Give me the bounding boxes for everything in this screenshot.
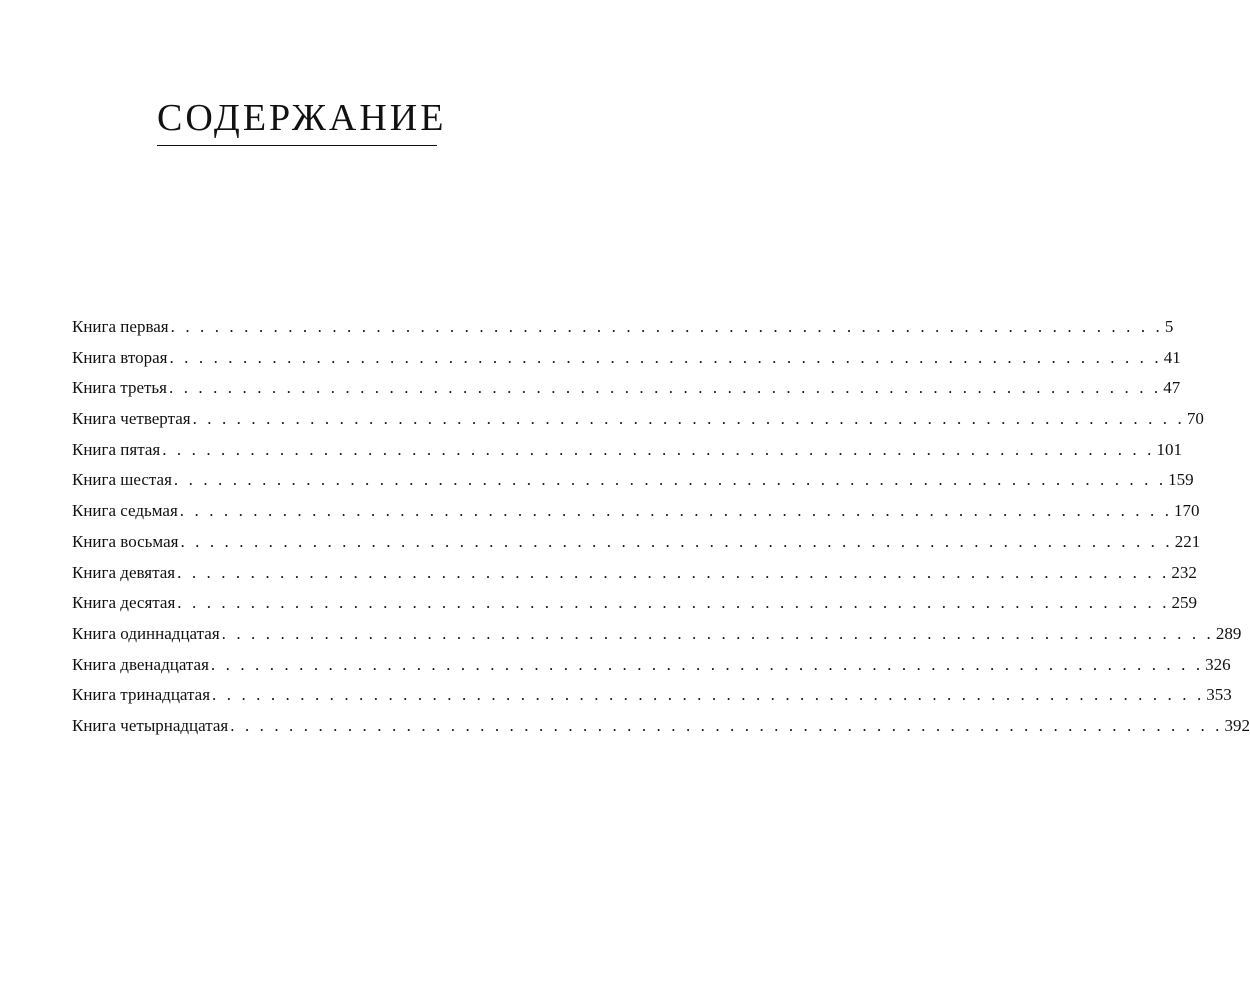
dot-leader: . . . . . . . . . . . . . . . . . . . . . . . . . . . . . . . . . . . . . . . . . . . . . . . . . . . . . . . . . . . . . . . . . . . . bbox=[170, 317, 1163, 336]
dot-leader: . . . . . . . . . . . . . . . . . . . . . . . . . . . . . . . . . . . . . . . . . . . . . . . . . . . . . . . . . . . . . . . . . . . . bbox=[173, 470, 1167, 490]
toc-entry-label: Книга девятая bbox=[72, 562, 176, 582]
toc-entry-page: 259 bbox=[1171, 593, 1198, 613]
toc-entry-4[interactable] bbox=[72, 404, 1204, 435]
dot-leader: . . . . . . . . . . . . . . . . . . . . . . . . . . . . . . . . . . . . . . . . . . . . . . . . . . . . . . . . . . . . . . . . . . . . bbox=[230, 715, 1223, 735]
toc-entry-11[interactable] bbox=[72, 619, 1242, 650]
title-underline bbox=[157, 145, 437, 146]
dot-leader: . . . . . . . . . . . . . . . . . . . . . . . . . . . . . . . . . . . . . . . . . . . . . . . . . . . . . . . . . . . . . . . . . . . . bbox=[169, 347, 1162, 367]
dot-leader: . . . . . . . . . . . . . . . . . . . . . . . . . . . . . . . . . . . . . . . . . . . . . . . . . . . . . . . . . . . . . . . . . . . . bbox=[177, 593, 1170, 613]
toc-entry-page: 326 bbox=[1205, 654, 1231, 674]
toc-entry-page: 221 bbox=[1174, 531, 1201, 551]
toc-entry-label: Книга первая bbox=[72, 317, 169, 336]
toc-entry-6[interactable] bbox=[72, 465, 1194, 496]
dot-leader: . . . . . . . . . . . . . . . . . . . . . . . . . . . . . . . . . . . . . . . . . . . . . . . . . . . . . . . . . . . . . . . . . . . . bbox=[162, 439, 1155, 459]
toc-entry-3[interactable] bbox=[72, 373, 1181, 404]
toc-entry-8[interactable] bbox=[72, 527, 1201, 558]
toc-entry-page: 41 bbox=[1163, 347, 1181, 367]
toc-entry-page: 289 bbox=[1215, 623, 1242, 643]
toc-entry-label: Книга третья bbox=[72, 378, 167, 398]
heading-block bbox=[157, 96, 447, 146]
toc-entry-label: Книга десятая bbox=[72, 593, 176, 613]
toc-entry-label: Книга тринадцатая bbox=[72, 685, 211, 705]
dot-leader: . . . . . . . . . . . . . . . . . . . . . . . . . . . . . . . . . . . . . . . . . . . . . . . . . . . . . . . . . . . . . . . . . . . . bbox=[221, 623, 1214, 643]
toc-entry-label: Книга шестая bbox=[72, 470, 172, 490]
toc-entry-5[interactable] bbox=[72, 435, 1182, 466]
toc-entry-2[interactable] bbox=[72, 343, 1181, 374]
toc-entry-13[interactable] bbox=[72, 680, 1232, 711]
toc-entry-page: 392 bbox=[1224, 715, 1250, 735]
page-title: СОДЕРЖАНИЕ bbox=[157, 97, 447, 139]
dot-leader: . . . . . . . . . . . . . . . . . . . . . . . . . . . . . . . . . . . . . . . . . . . . . . . . . . . . . . . . . . . . . . . . . . . . bbox=[180, 531, 1173, 551]
toc-entry-label: Книга четвертая bbox=[72, 409, 191, 429]
toc-entry-page: 47 bbox=[1163, 378, 1181, 398]
dot-leader: . . . . . . . . . . . . . . . . . . . . . . . . . . . . . . . . . . . . . . . . . . . . . . . . . . . . . . . . . . . . . . . . . . . . bbox=[210, 654, 1204, 674]
dot-leader: . . . . . . . . . . . . . . . . . . . . . . . . . . . . . . . . . . . . . . . . . . . . . . . . . . . . . . . . . . . . . . . . . . . . bbox=[169, 378, 1162, 398]
toc-entry-10[interactable] bbox=[72, 588, 1198, 619]
toc-entry-page: 5 bbox=[1164, 317, 1174, 336]
toc-entry-page: 70 bbox=[1186, 409, 1204, 429]
dot-leader: . . . . . . . . . . . . . . . . . . . . . . . . . . . . . . . . . . . . . . . . . . . . . . . . . . . . . . . . . . . . . . . . . . . . bbox=[192, 409, 1185, 429]
toc-entry-label: Книга седьмая bbox=[72, 501, 178, 521]
toc-entry-page: 353 bbox=[1206, 685, 1232, 705]
toc-entry-page: 159 bbox=[1168, 470, 1194, 490]
toc-entry-label: Книга пятая bbox=[72, 439, 161, 459]
toc-entry-7[interactable] bbox=[72, 496, 1200, 527]
toc-entry-label: Книга четырнадцатая bbox=[72, 715, 229, 735]
toc-entry-14[interactable] bbox=[72, 711, 1250, 742]
toc-entry-12[interactable] bbox=[72, 650, 1231, 681]
toc-entry-1[interactable] bbox=[72, 312, 1174, 343]
dot-leader: . . . . . . . . . . . . . . . . . . . . . . . . . . . . . . . . . . . . . . . . . . . . . . . . . . . . . . . . . . . . . . . . . . . . bbox=[177, 562, 1170, 582]
toc-entry-label: Книга вторая bbox=[72, 347, 168, 367]
toc-entry-label: Книга одиннадцатая bbox=[72, 623, 220, 643]
dot-leader: . . . . . . . . . . . . . . . . . . . . . . . . . . . . . . . . . . . . . . . . . . . . . . . . . . . . . . . . . . . . . . . . . . . . bbox=[179, 501, 1173, 521]
toc-entry-page: 232 bbox=[1171, 562, 1197, 582]
toc-entry-label: Книга восьмая bbox=[72, 531, 179, 551]
table-of-contents bbox=[72, 312, 1250, 742]
toc-entry-page: 101 bbox=[1156, 439, 1182, 459]
toc-entry-page: 170 bbox=[1174, 501, 1200, 521]
toc-entry-label: Книга двенадцатая bbox=[72, 654, 209, 674]
toc-entry-9[interactable] bbox=[72, 558, 1197, 589]
dot-leader: . . . . . . . . . . . . . . . . . . . . . . . . . . . . . . . . . . . . . . . . . . . . . . . . . . . . . . . . . . . . . . . . . . . . bbox=[212, 685, 1205, 705]
